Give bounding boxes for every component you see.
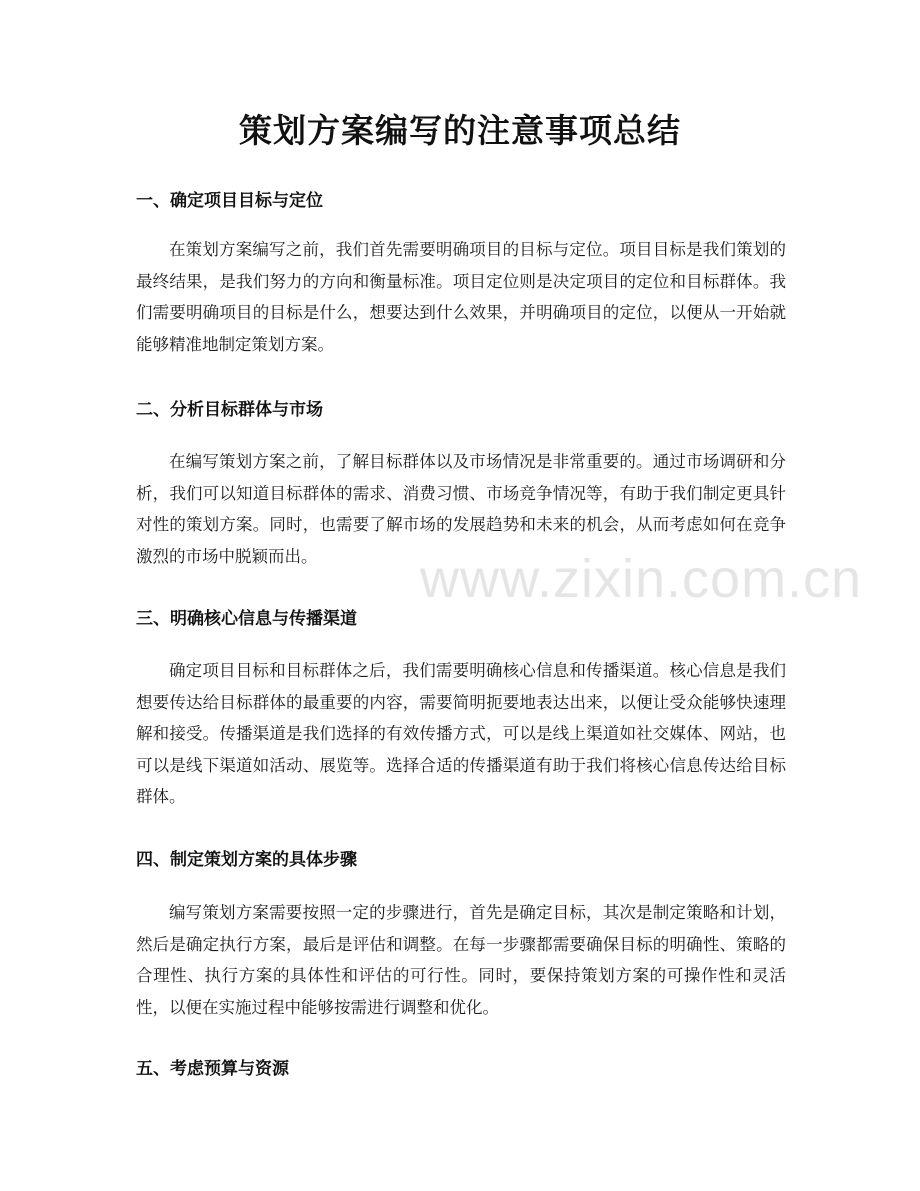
section-body-4: 编写策划方案需要按照一定的步骤进行，首先是确定目标，其次是制定策略和计划，然后是确定执行方案，最后是评估和调整。在每一步骤都需要确保目标的明确性、策略的合理性、执行方案的具体性和评估的可行性。同时，要保持策划方案的可操作性和灵活性，以便在实施过程中能够按需进行调整和优化。: [136, 903, 786, 1017]
document-title: 策划方案编写的注意事项总结: [239, 111, 681, 150]
section-heading-4: 四、制定策划方案的具体步骤: [136, 850, 357, 870]
section-heading-5: 五、考虑预算与资源: [136, 1059, 289, 1079]
watermark: www.zixin.com.cn: [420, 549, 863, 609]
section-heading-3: 三、明确核心信息与传播渠道: [136, 609, 357, 629]
section-heading-2: 二、分析目标群体与市场: [136, 400, 323, 420]
section-body-1: 在策划方案编写之前，我们首先需要明确项目的目标与定位。项目目标是我们策划的最终结果，是我们努力的方向和衡量标准。项目定位则是决定项目的定位和目标群体。我们需要明确项目的目标是什么，想要达到什么效果，并明确项目的定位，以便从一开始就能够精准地制定策划方案。: [136, 240, 786, 354]
section-heading-1: 一、确定项目目标与定位: [136, 191, 323, 211]
section-body-2: 在编写策划方案之前，了解目标群体以及市场情况是非常重要的。通过市场调研和分析，我们可以知道目标群体的需求、消费习惯、市场竞争情况等，有助于我们制定更具针对性的策划方案。同时，也需要了解市场的发展趋势和未来的机会，从而考虑如何在竞争激烈的市场中脱颖而出。: [136, 452, 786, 566]
section-body-3: 确定项目目标和目标群体之后，我们需要明确核心信息和传播渠道。核心信息是我们想要传达给目标群体的最重要的内容，需要简明扼要地表达出来，以便让受众能够快速理解和接受。传播渠道是我们选择的有效传播方式，可以是线上渠道如社交媒体、网站，也可以是线下渠道如活动、展览等。选择合适的传播渠道有助于我们将核心信息传达给目标群体。: [136, 661, 786, 806]
